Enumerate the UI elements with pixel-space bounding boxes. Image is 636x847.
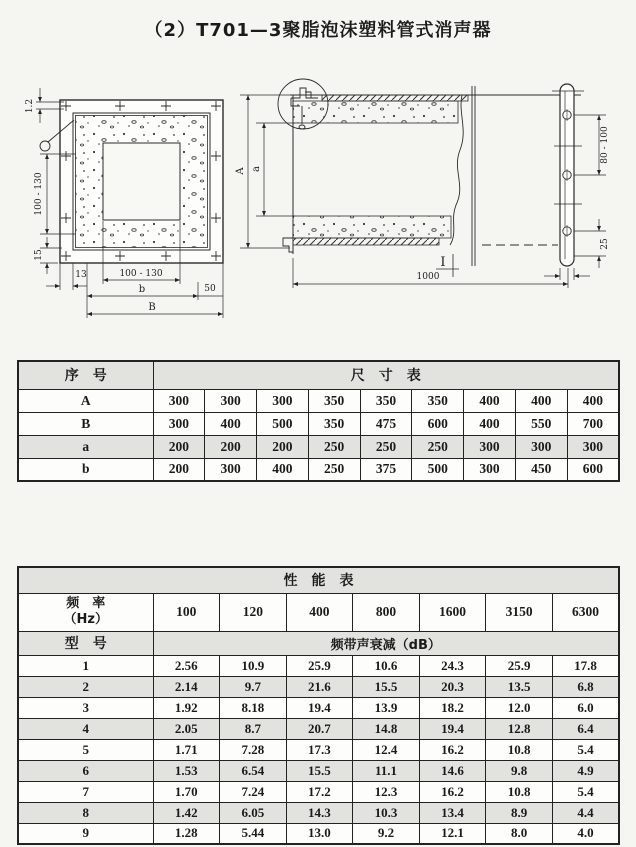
cell: 400 xyxy=(515,389,567,412)
dimension-table-title: 尺 寸 表 xyxy=(153,361,619,389)
top-wall-hatch xyxy=(322,95,468,101)
dim-wall-thickness xyxy=(25,88,64,123)
cell: 8.9 xyxy=(486,802,553,823)
frequency-header-line1: 频 率 xyxy=(66,596,106,612)
cell: 25.9 xyxy=(486,655,553,676)
freq-cell: 400 xyxy=(286,593,353,631)
cell: 17.8 xyxy=(552,655,619,676)
perf-row-7 xyxy=(18,781,619,802)
cell: 300 xyxy=(205,389,257,412)
cell: 1.71 xyxy=(153,739,220,760)
performance-table-header-row xyxy=(18,567,619,593)
cell: 300 xyxy=(153,389,205,412)
cell: 12.3 xyxy=(353,781,420,802)
cell: 400 xyxy=(257,458,309,481)
model-header: 型 号 xyxy=(18,631,153,655)
cell: 13.0 xyxy=(286,823,353,844)
cell: 600 xyxy=(567,458,619,481)
perf-row-4 xyxy=(18,718,619,739)
dim-label-15: 15 xyxy=(34,249,44,261)
cell: 475 xyxy=(360,412,412,435)
cell: 300 xyxy=(464,458,516,481)
dim-label-13: 13 xyxy=(75,270,87,280)
corner-header: 序 号 xyxy=(18,361,153,389)
perf-row-5 xyxy=(18,739,619,760)
perf-row-2 xyxy=(18,676,619,697)
dim-flange-thickness xyxy=(544,268,590,280)
cell: 200 xyxy=(205,435,257,458)
row-label: b xyxy=(18,458,153,481)
dimension-table-header-row xyxy=(18,361,619,389)
model-cell: 9 xyxy=(18,823,153,844)
dim-label-A: A xyxy=(235,167,246,175)
cell: 14.6 xyxy=(419,760,486,781)
cell: 1.53 xyxy=(153,760,220,781)
cell: 19.4 xyxy=(286,697,353,718)
perf-row-3 xyxy=(18,697,619,718)
cell: 10.8 xyxy=(486,781,553,802)
dimension-table xyxy=(17,360,620,482)
cell: 550 xyxy=(515,412,567,435)
dim-label-a: a xyxy=(251,166,262,172)
dim-1000 xyxy=(293,258,568,288)
model-cell: 1 xyxy=(18,655,153,676)
cell: 1.28 xyxy=(153,823,220,844)
bottom-wall-hatch xyxy=(293,238,439,245)
cell: 6.4 xyxy=(552,718,619,739)
row-label: a xyxy=(18,435,153,458)
cell: 24.3 xyxy=(419,655,486,676)
frequency-row xyxy=(18,593,619,631)
cell: 8.0 xyxy=(486,823,553,844)
model-header-row xyxy=(18,631,619,655)
cell: 6.8 xyxy=(552,676,619,697)
cell: 10.8 xyxy=(486,739,553,760)
cell: 450 xyxy=(515,458,567,481)
cell: 250 xyxy=(360,435,412,458)
cell: 200 xyxy=(153,458,205,481)
cell: 13.9 xyxy=(353,697,420,718)
dim-label-80-100: 80 - 100 xyxy=(600,126,610,164)
cell: 9.8 xyxy=(486,760,553,781)
freq-cell: 3150 xyxy=(486,593,553,631)
cell: 10.6 xyxy=(353,655,420,676)
cell: 19.4 xyxy=(419,718,486,739)
cell: 600 xyxy=(412,412,464,435)
cell: 11.1 xyxy=(353,760,420,781)
cell: 200 xyxy=(257,435,309,458)
cell: 6.54 xyxy=(220,760,287,781)
cell: 1.42 xyxy=(153,802,220,823)
bottom-left-bracket xyxy=(283,238,293,252)
dim-label-100-130-bottom: 100 - 130 xyxy=(119,269,163,279)
cell: 1.70 xyxy=(153,781,220,802)
dim-a xyxy=(251,123,295,216)
cell: 4.4 xyxy=(552,802,619,823)
cell: 5.4 xyxy=(552,739,619,760)
dim-edge-25 xyxy=(574,219,610,268)
cell: 21.6 xyxy=(286,676,353,697)
model-cell: 2 xyxy=(18,676,153,697)
attenuation-header: 频带声衰减（dB） xyxy=(153,631,619,655)
cell: 2.05 xyxy=(153,718,220,739)
frequency-header xyxy=(18,593,153,631)
perf-row-8 xyxy=(18,802,619,823)
cell: 250 xyxy=(308,458,360,481)
air-passage-opening xyxy=(103,143,180,220)
cell: 7.24 xyxy=(220,781,287,802)
cell: 15.5 xyxy=(286,760,353,781)
dim-label-B: B xyxy=(148,302,156,313)
dim-label-25: 25 xyxy=(600,238,610,250)
dim-15 xyxy=(34,237,62,274)
cell: 300 xyxy=(257,389,309,412)
cell: 2.14 xyxy=(153,676,220,697)
dim-label-b: b xyxy=(138,284,146,295)
cell: 20.3 xyxy=(419,676,486,697)
cell: 200 xyxy=(153,435,205,458)
cell: 1.92 xyxy=(153,697,220,718)
perf-row-9 xyxy=(18,823,619,844)
cell: 12.1 xyxy=(419,823,486,844)
frequency-header-line2: （Hz） xyxy=(63,612,108,627)
cell: 500 xyxy=(412,458,464,481)
cell: 9.7 xyxy=(220,676,287,697)
longitudinal-section-view xyxy=(235,79,581,288)
cell: 700 xyxy=(567,412,619,435)
cell: 300 xyxy=(515,435,567,458)
cell: 12.0 xyxy=(486,697,553,718)
perf-row-6 xyxy=(18,760,619,781)
model-cell: 6 xyxy=(18,760,153,781)
cell: 300 xyxy=(464,435,516,458)
cell: 300 xyxy=(567,435,619,458)
cell: 400 xyxy=(464,412,516,435)
cell: 350 xyxy=(308,389,360,412)
section-pipe-line xyxy=(472,86,475,266)
cell: 350 xyxy=(412,389,464,412)
cell: 13.4 xyxy=(419,802,486,823)
cell: 16.2 xyxy=(419,739,486,760)
cross-section-view xyxy=(25,88,223,318)
page-title: （2）T701—3聚脂泡沫塑料管式消声器 xyxy=(144,20,492,41)
flange-detail-view xyxy=(544,84,610,280)
cell: 400 xyxy=(464,389,516,412)
bottom-foam-lining xyxy=(293,216,451,238)
cell: 250 xyxy=(412,435,464,458)
cell: 17.2 xyxy=(286,781,353,802)
dim-row-A xyxy=(18,389,619,412)
perf-row-1 xyxy=(18,655,619,676)
cell: 400 xyxy=(567,389,619,412)
dim-label-1000: 1000 xyxy=(416,272,440,282)
row-label: A xyxy=(18,389,153,412)
dim-row-B xyxy=(18,412,619,435)
freq-cell: 800 xyxy=(353,593,420,631)
dim-row-b xyxy=(18,458,619,481)
cell: 12.8 xyxy=(486,718,553,739)
cell: 14.8 xyxy=(353,718,420,739)
model-cell: 8 xyxy=(18,802,153,823)
cell: 250 xyxy=(308,435,360,458)
freq-cell: 1600 xyxy=(419,593,486,631)
cell: 16.2 xyxy=(419,781,486,802)
freq-cell: 120 xyxy=(220,593,287,631)
cell: 9.2 xyxy=(353,823,420,844)
top-foam-lining xyxy=(293,101,458,123)
cell: 5.4 xyxy=(552,781,619,802)
cell: 400 xyxy=(205,412,257,435)
cell: 14.3 xyxy=(286,802,353,823)
section-mark-label: I xyxy=(440,255,446,270)
technical-drawing xyxy=(0,58,636,358)
cell: 17.3 xyxy=(286,739,353,760)
cell: 300 xyxy=(153,412,205,435)
cell: 6.05 xyxy=(220,802,287,823)
freq-cell: 6300 xyxy=(552,593,619,631)
cell: 15.5 xyxy=(353,676,420,697)
cell: 4.0 xyxy=(552,823,619,844)
performance-table-title: 性 能 表 xyxy=(18,567,619,593)
cell: 500 xyxy=(257,412,309,435)
model-cell: 5 xyxy=(18,739,153,760)
cell: 300 xyxy=(205,458,257,481)
cell: 8.7 xyxy=(220,718,287,739)
cell: 25.9 xyxy=(286,655,353,676)
cell: 8.18 xyxy=(220,697,287,718)
freq-cell: 100 xyxy=(153,593,220,631)
cell: 20.7 xyxy=(286,718,353,739)
cell: 18.2 xyxy=(419,697,486,718)
cell: 350 xyxy=(360,389,412,412)
cell: 7.28 xyxy=(220,739,287,760)
cell: 2.56 xyxy=(153,655,220,676)
dim-label-50: 50 xyxy=(204,284,216,294)
model-cell: 4 xyxy=(18,718,153,739)
cell: 12.4 xyxy=(353,739,420,760)
model-cell: 7 xyxy=(18,781,153,802)
cell: 10.9 xyxy=(220,655,287,676)
model-cell: 3 xyxy=(18,697,153,718)
dim-label-1-2: 1.2 xyxy=(25,98,35,114)
cell: 6.0 xyxy=(552,697,619,718)
cell: 4.9 xyxy=(552,760,619,781)
performance-table xyxy=(17,566,620,845)
dim-hole-pitch xyxy=(574,115,610,175)
cell: 350 xyxy=(308,412,360,435)
cell: 10.3 xyxy=(353,802,420,823)
cell: 13.5 xyxy=(486,676,553,697)
cell: 5.44 xyxy=(220,823,287,844)
dim-label-100-130-left: 100 - 130 xyxy=(34,172,44,216)
row-label: B xyxy=(18,412,153,435)
cell: 375 xyxy=(360,458,412,481)
dim-row-a xyxy=(18,435,619,458)
